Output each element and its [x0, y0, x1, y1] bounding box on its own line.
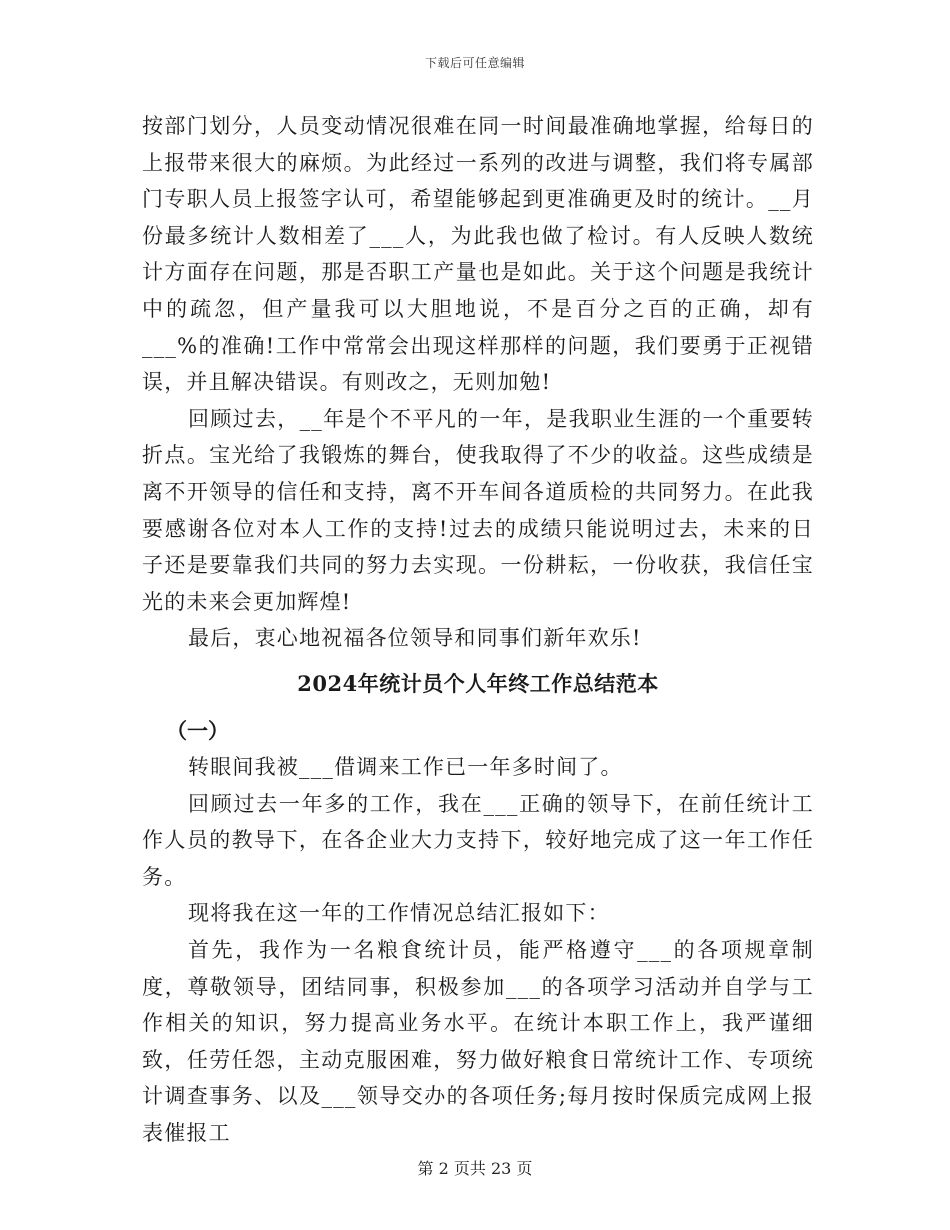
paragraph-summary-intro: 现将我在这一年的工作情况总结汇报如下： [188, 901, 610, 926]
document-body [142, 108, 814, 1152]
section-label: （一） [166, 717, 229, 743]
paragraph-review-year: 回顾过去，__年是个不平凡的一年，是我职业生涯的一个重要转折点。宝光给了我锻炼的舞台，使我取得了不少的收益。这些成绩是离不开领导的信任和支持，离不开车间各道质检的共同努力。在此我要感谢各位对本人工作的支持!过去的成绩只能说明过去，未来的日子还是要靠我们共同的努力去实现。一份耕耘，一份收获，我信任宝光的未来会更加辉煌! [142, 406, 814, 614]
paragraph-secondment: 转眼间我被___借调来工作已一年多时间了。 [188, 755, 623, 780]
paragraph-review-work: 回顾过去一年多的工作，我在___正确的领导下，在前任统计工作人员的教导下，在各企业大力支持下，较好地完成了这一年工作任务。 [142, 791, 814, 889]
document-title: 2024年统计员个人年终工作总结范本 [297, 670, 659, 696]
paragraph-new-year-wishes: 最后，衷心地祝福各位领导和同事们新年欢乐! [188, 626, 642, 651]
paragraph-duties: 首先，我作为一名粮食统计员，能严格遵守___的各项规章制度，尊敬领导，团结同事，积极参加___的各项学习活动并自学与工作相关的知识，努力提高业务水平。在统计本职工作上，我严谨细致，任劳任怨，主动克服困难，努力做好粮食日常统计工作、专项统计调查事务、以及___领导交办的各项任务;每月按时保质完成网上报表催报工 [142, 938, 814, 1146]
page-number: 第 2 页共 23 页 [417, 1159, 533, 1178]
paragraph-staff-reporting: 按部门划分，人员变动情况很难在同一时间最准确地掌握，给每日的上报带来很大的麻烦。为此经过一系列的改进与调整，我们将专属部门专职人员上报签字认可，希望能够起到更准确更及时的统计。__月份最多统计人数相差了___人，为此我也做了检讨。有人反映人数统计方面存在问题，那是否职工产量也是如此。关于这个问题是我统计中的疏忽，但产量我可以大胆地说，不是百分之百的正确，却有___%的准确!工作中常常会出现这样那样的问题，我们要勇于正视错误，并且解决错误。有则改之，无则加勉! [142, 114, 814, 395]
page-header: 下载后可任意编辑 [424, 56, 525, 70]
